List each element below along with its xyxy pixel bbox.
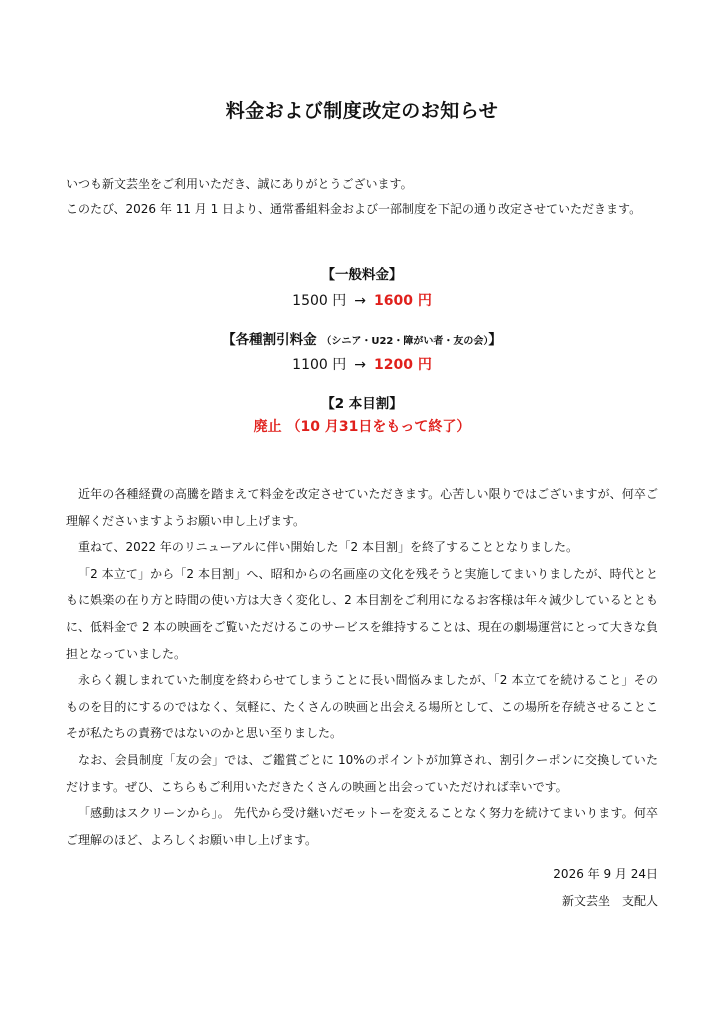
notice-body <box>66 481 658 853</box>
signer: 新文芸坐 支配人 <box>561 894 658 908</box>
discount-heading-close: 】 <box>488 332 502 348</box>
issue-date: 2026 年 9 月 24日 <box>553 867 658 881</box>
page-title: 料金および制度改定のお知らせ <box>225 100 499 122</box>
discount-fee-change <box>0 354 724 374</box>
double-feature-heading: 【2 本目割】 <box>321 396 403 412</box>
discount-old-price: 1100 円 <box>292 357 347 373</box>
intro-line-1: いつも新文芸坐をご利用いただき、誠にありがとうございます。 <box>66 177 413 191</box>
general-fee-heading: 【一般料金】 <box>321 267 403 283</box>
arrow-right-icon: → <box>354 293 366 309</box>
body-paragraph: 永らく親しまれていた制度を終わらせてしまうことに長い間悩みましたが、「2 本立てを続けること」そのものを目的にするのではなく、気軽に、たくさんの映画と出会える場所として、この場所を存続させることこそが私たちの責務ではないのかと思い至りました。 <box>66 673 658 741</box>
double-feature-status: 廃止 （10 月31日をもって終了） <box>253 419 471 435</box>
discount-new-price: 1200 円 <box>373 357 432 373</box>
intro-line-2: このたび、2026 年 11 月 1 日より、通常番組料金および一部制度を下記の通り改定させていただきます。 <box>66 202 642 216</box>
discount-heading-sub: （シニア・U22・障がい者・友の会） <box>321 336 489 347</box>
general-new-price: 1600 円 <box>373 293 432 309</box>
general-fee-change <box>0 290 724 310</box>
body-paragraph: 「感動はスクリーンから」。 先代から受け継いだモットーを変えることなく努力を続けてまいります。何卒ご理解のほど、よろしくお願い申し上げます。 <box>66 806 658 847</box>
discount-fee-heading <box>0 328 724 348</box>
body-paragraph: なお、会員制度「友の会」では、ご鑑賞ごとに 10%のポイントが加算され、割引クーポンに交換していただけます。ぜひ、こちらもご利用いただきたくさんの映画と出会っていただければ幸いです。 <box>66 752 658 794</box>
discount-heading-main: 【各種割引料金 <box>222 332 317 348</box>
body-paragraph: 近年の各種経費の高騰を踏まえて料金を改定させていただきます。心苦しい限りではございますが、何卒ご理解くださいますようお願い申し上げます。 <box>66 487 658 528</box>
body-paragraph: 重ねて、2022 年のリニューアルに伴い開始した「2 本目割」を終了することとなりました。 <box>78 540 578 555</box>
body-paragraph: 「2 本立て」から「2 本目割」へ、昭和からの名画座の文化を残そうと実施してまいりましたが、時代とともに娯楽の在り方と時間の使い方は大きく変化し、2 本目割をご利用になるお客様は年々減少しているとともに、低料金で 2 本の映画をご覧いただけるこのサービスを維持することは、現在の劇場運営にとって大きな負担となっていました。 <box>66 566 658 661</box>
general-old-price: 1500 円 <box>292 293 347 309</box>
arrow-right-icon: → <box>354 357 366 373</box>
